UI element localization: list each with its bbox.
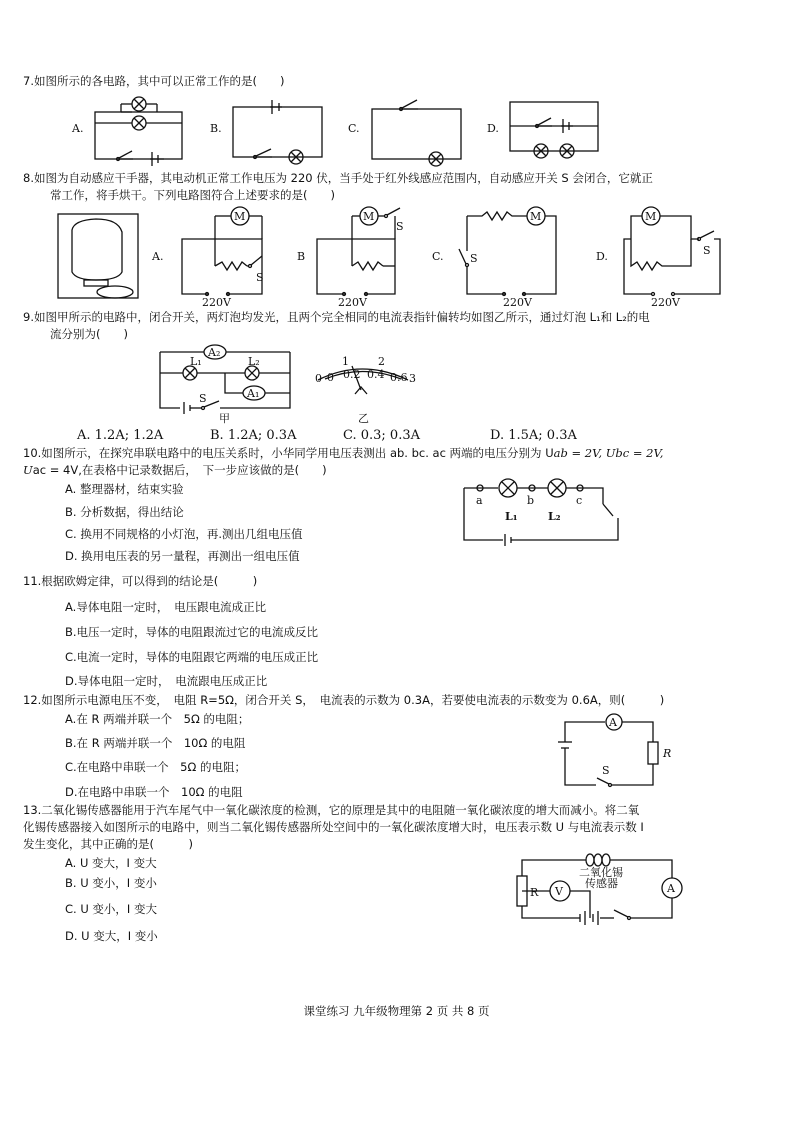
q11-option-b[interactable]: B.电压一定时，导体的电阻跟流过它的电流成反比 (65, 625, 319, 639)
svg-text:L₂: L₂ (548, 510, 561, 523)
q10-stem-line1: 10.如图所示，在探究串联电路中的电压关系时，小华同学用电压表测出 ab. bc. ac 两端的电压分别为 Uab = 2V, Ubc = 2V, (23, 446, 664, 460)
svg-text:a: a (476, 494, 483, 507)
q12-option-d[interactable]: D.在电路中串联一个 10Ω 的电阻 (65, 785, 243, 799)
svg-text:M: M (645, 210, 657, 223)
q7-figures (0, 92, 793, 172)
q10-option-a[interactable]: A. 整理器材，结束实验 (65, 482, 184, 496)
svg-text:L₂: L₂ (248, 355, 260, 368)
q13-stem-line1: 13.二氧化锡传感器能用于汽车尾气中一氧化碳浓度的检测，它的原理是其中的电阻随一氧化碳浓度的增大而减小。将二氧 (23, 803, 640, 817)
page-footer: 课堂练习 九年级物理第 2 页 共 8 页 (303, 1004, 490, 1018)
svg-text:0.4: 0.4 (367, 368, 385, 381)
svg-text:A: A (667, 882, 675, 895)
q11-stem: 11.根据欧姆定律，可以得到的结论是( ) (23, 574, 258, 588)
q9-stem-line2: 流分别为( ) (50, 327, 128, 341)
q9-figures (0, 342, 793, 425)
q8-stem-line1: 8.如图为自动感应干手器，其电动机正常工作电压为 220 伏，当手处于红外线感应范围内，自动感应开关 S 会闭合，它就正 (23, 171, 653, 185)
q13-option-b[interactable]: B. U 变小，I 变小 (65, 876, 157, 890)
q13-stem-line3: 发生变化，其中正确的是( ) (23, 837, 193, 851)
hand-dryer-photo (58, 214, 138, 298)
svg-text:220V: 220V (202, 296, 231, 309)
svg-text:S: S (256, 271, 264, 284)
svg-text:220V: 220V (338, 296, 367, 309)
svg-text:S: S (199, 392, 207, 405)
q7-label-a: A. (72, 122, 84, 135)
q13-figure (0, 848, 793, 938)
q9-option-b[interactable]: B. 1.2A; 0.3A (210, 428, 297, 443)
svg-text:L₁: L₁ (190, 355, 202, 368)
q13-option-c[interactable]: C. U 变小，I 变大 (65, 902, 157, 916)
q13-stem-line2: 化锡传感器接入如图所示的电路中，则当二氧化锡传感器所处空间中的一氧化碳浓度增大时，电压表示数 U 与电流表示数 I (23, 820, 644, 834)
q10-option-d[interactable]: D. 换用电压表的另一量程，再测出一组电压值 (65, 549, 300, 563)
svg-text:A: A (609, 716, 617, 729)
svg-text:S: S (396, 220, 404, 233)
q10-option-c[interactable]: C. 换用不同规格的小灯泡，再.测出几组电压值 (65, 527, 303, 541)
svg-text:S: S (602, 764, 610, 777)
q13-option-d[interactable]: D. U 变大，I 变小 (65, 929, 158, 943)
svg-text:传感器: 传感器 (585, 877, 618, 890)
svg-text:M: M (530, 210, 542, 223)
q8-label-b: B (297, 250, 306, 263)
q12-option-c[interactable]: C.在电路中串联一个 5Ω 的电阻； (65, 760, 246, 774)
svg-text:乙: 乙 (358, 412, 369, 425)
svg-text:M: M (234, 210, 246, 223)
svg-text:2: 2 (378, 355, 385, 368)
svg-text:甲: 甲 (219, 412, 230, 425)
q8-figures (0, 206, 793, 309)
svg-text:0: 0 (315, 372, 322, 385)
q12-stem: 12.如图所示电源电压不变， 电阻 R=5Ω，闭合开关 S， 电流表的示数为 0.3A，若要使电流表的示数变为 0.6A，则( ) (23, 693, 665, 707)
svg-text:S: S (470, 252, 478, 265)
q11-option-a[interactable]: A.导体电阻一定时， 电压跟电流成正比 (65, 600, 267, 614)
q9-option-d[interactable]: D. 1.5A; 0.3A (490, 428, 577, 443)
svg-text:R: R (530, 886, 539, 899)
svg-text:c: c (576, 494, 583, 507)
gas-sensor (586, 854, 610, 866)
svg-text:0.6: 0.6 (390, 371, 408, 384)
q7-label-d: D. (487, 122, 499, 135)
svg-text:R: R (663, 747, 672, 760)
svg-text:A₂: A₂ (208, 346, 221, 359)
svg-text:b: b (527, 494, 535, 507)
q8-stem-line2: 常工作，将手烘干。下列电路图符合上述要求的是( ) (50, 188, 335, 202)
q10-stem-line2: Uac = 4V,在表格中记录数据后， 下一步应该做的是( ) (23, 463, 327, 477)
svg-text:0: 0 (327, 371, 334, 384)
q8-label-d: D. (596, 250, 608, 263)
q12-option-a[interactable]: A.在 R 两端并联一个 5Ω 的电阻； (65, 712, 250, 726)
svg-text:A₁: A₁ (247, 387, 260, 400)
svg-text:M: M (363, 210, 375, 223)
q9-option-c[interactable]: C. 0.3; 0.3A (343, 428, 420, 443)
q9-option-a[interactable]: A. 1.2A; 1.2A (77, 428, 164, 443)
q7-label-b: B. (210, 122, 222, 135)
svg-text:1: 1 (342, 355, 349, 368)
svg-text:220V: 220V (503, 296, 532, 309)
q7-stem: 7.如图所示的各电路，其中可以正常工作的是( ) (23, 74, 285, 88)
q13-option-a[interactable]: A. U 变大，I 变大 (65, 856, 157, 870)
q7-label-c: C. (348, 122, 360, 135)
q8-label-c: C. (432, 250, 444, 263)
q10-option-b[interactable]: B. 分析数据，得出结论 (65, 505, 184, 519)
q11-option-c[interactable]: C.电流一定时，导体的电阻跟它两端的电压成正比 (65, 650, 319, 664)
q12-option-b[interactable]: B.在 R 两端并联一个 10Ω 的电阻 (65, 736, 246, 750)
svg-text:二氧化锡: 二氧化锡 (579, 866, 623, 879)
q11-option-d[interactable]: D.导体电阻一定时， 电流跟电压成正比 (65, 674, 268, 688)
q12-figure (0, 712, 793, 792)
svg-text:V: V (555, 885, 563, 898)
q8-label-a: A. (152, 250, 164, 263)
svg-text:L₁: L₁ (505, 510, 518, 523)
svg-text:220V: 220V (651, 296, 680, 309)
svg-text:0.2: 0.2 (343, 368, 361, 381)
svg-text:3: 3 (409, 372, 416, 385)
q10-figure (0, 478, 793, 548)
svg-text:S: S (703, 244, 711, 257)
q9-stem-line1: 9.如图甲所示的电路中，闭合开关，两灯泡均发光，且两个完全相同的电流表指针偏转均如图乙所示，通过灯泡 L₁和 L₂的电 (23, 310, 650, 324)
